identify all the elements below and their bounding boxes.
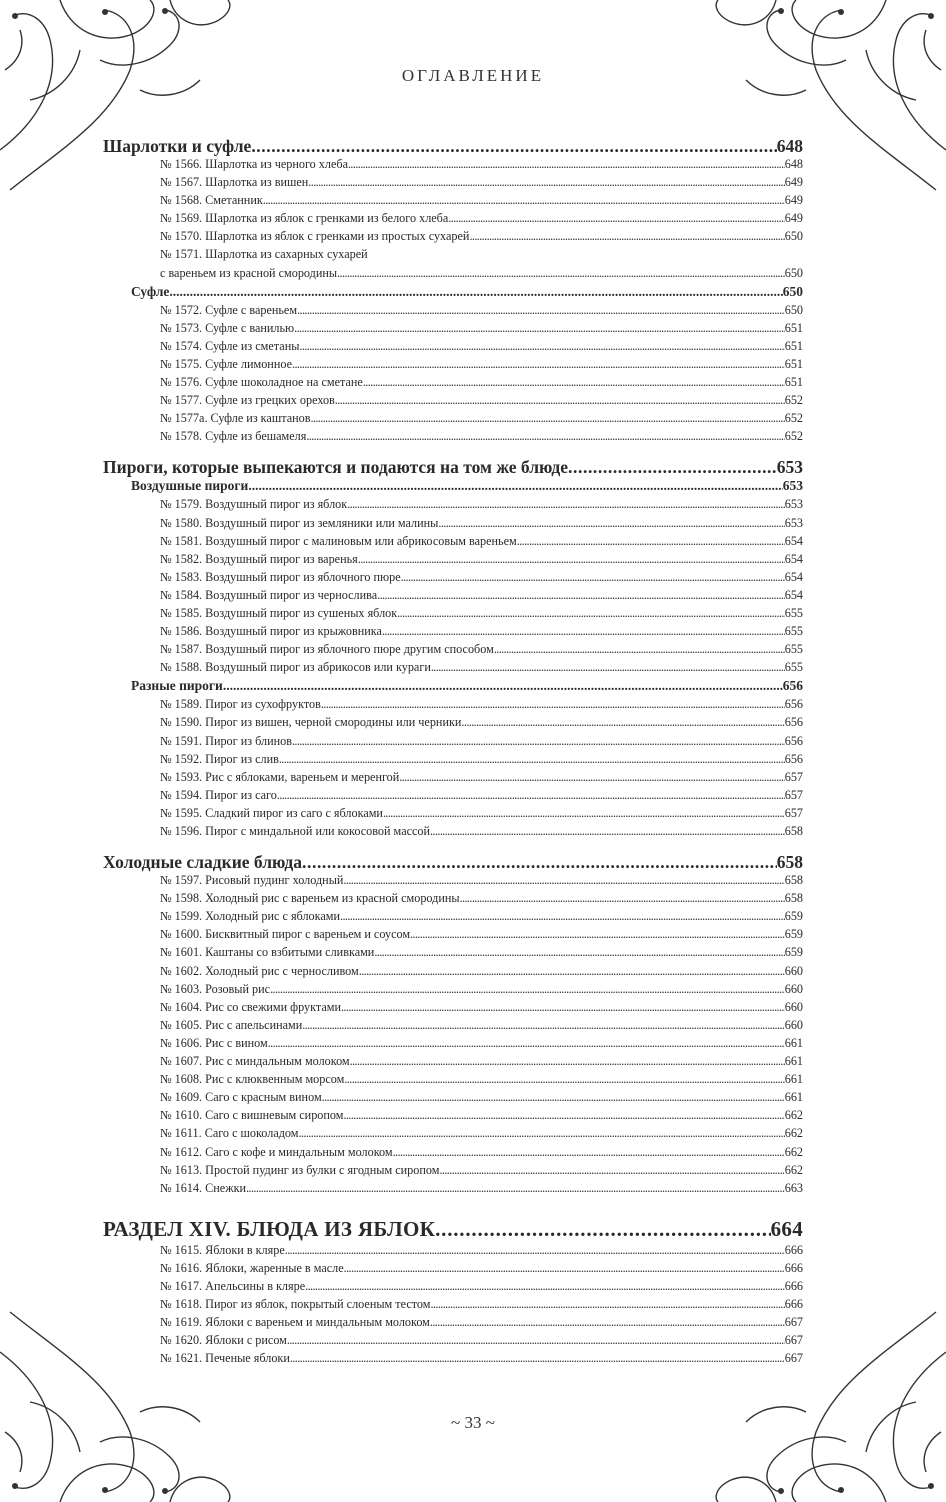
toc-section[interactable] <box>103 457 803 478</box>
toc-item[interactable] <box>103 393 803 411</box>
toc-entry-title: № 1600. Бисквитный пирог с вареньем и соусом <box>160 927 411 942</box>
toc-page-number: 648 <box>784 157 803 171</box>
toc-entry-title: № 1607. Рис с миндальным молоком <box>160 1054 350 1069</box>
toc-item[interactable] <box>103 734 803 752</box>
toc-gap <box>103 1199 803 1217</box>
toc-page-number: 661 <box>784 1054 803 1069</box>
toc-entry-title: № 1591. Пирог из блинов <box>160 733 292 748</box>
toc-entry-title: № 1577. Суфле из грецких орехов <box>160 393 335 408</box>
dot-leader <box>358 552 785 567</box>
toc-entry-title: № 1599. Холодный рис с яблоками <box>160 909 341 924</box>
toc-entry-title: № 1620. Яблоки с рисом <box>160 1333 287 1348</box>
toc-page-number: 659 <box>784 909 803 924</box>
toc-page-number: 658 <box>784 873 803 888</box>
toc-page-number: 658 <box>784 824 803 838</box>
dot-leader <box>431 660 785 675</box>
toc-subsection[interactable] <box>103 478 803 497</box>
toc-entry-title: № 1619. Яблоки с вареньем и миндальным молоком <box>160 1315 430 1330</box>
toc-page-number: 667 <box>784 1333 803 1348</box>
toc-page-number: 659 <box>784 945 803 960</box>
toc-page-number: 666 <box>784 1278 803 1293</box>
dot-leader <box>448 211 784 226</box>
toc-entry-title: № 1595. Сладкий пирог из саго с яблоками <box>160 805 383 820</box>
toc-entry-title: № 1574. Суфле из сметаны <box>160 338 300 353</box>
toc-page-number: 655 <box>784 624 803 639</box>
toc-page-number: 663 <box>784 1180 803 1195</box>
toc-page-number: 656 <box>782 678 803 694</box>
dot-leader <box>279 752 785 767</box>
toc-page-number: 653 <box>784 497 803 512</box>
dot-leader <box>322 1090 785 1105</box>
dot-leader <box>299 1126 785 1141</box>
dot-leader <box>292 357 785 372</box>
dot-leader <box>374 945 784 960</box>
table-of-contents <box>103 136 803 1369</box>
toc-item[interactable] <box>103 516 803 534</box>
toc-page-number: 648 <box>776 136 803 156</box>
toc-item[interactable] <box>103 193 803 211</box>
toc-entry-title: Суфле <box>131 283 170 299</box>
toc-page-number: 666 <box>784 1297 803 1312</box>
dot-leader <box>321 697 785 712</box>
toc-entry-title: № 1594. Пирог из саго <box>160 787 277 802</box>
toc-page-number: 662 <box>784 1162 803 1177</box>
toc-item[interactable] <box>103 1145 803 1163</box>
dot-leader <box>290 1351 785 1366</box>
dot-leader <box>292 734 785 749</box>
toc-page-number: 666 <box>784 1242 803 1257</box>
toc-page-number: 649 <box>784 211 803 226</box>
toc-item[interactable] <box>103 1163 803 1181</box>
toc-page-number: 656 <box>784 697 803 712</box>
toc-page-number: 656 <box>784 715 803 730</box>
dot-leader <box>410 927 785 942</box>
toc-item[interactable] <box>103 1297 803 1315</box>
toc-item[interactable] <box>103 552 803 570</box>
toc-item[interactable] <box>103 1333 803 1351</box>
toc-page-number: 652 <box>784 429 803 444</box>
toc-page-number: 655 <box>784 660 803 675</box>
toc-page-number: 651 <box>784 320 803 335</box>
toc-item[interactable] <box>103 229 803 247</box>
toc-page-number: 658 <box>784 891 803 906</box>
dot-leader <box>430 1297 784 1312</box>
toc-page-number: 651 <box>784 375 803 390</box>
toc-entry-title: № 1582. Воздушный пирог из варенья <box>160 551 358 566</box>
toc-page-number: 651 <box>784 338 803 353</box>
dot-leader <box>439 1163 784 1178</box>
toc-item[interactable] <box>103 157 803 175</box>
dot-leader <box>223 678 783 694</box>
toc-entry-title: № 1605. Рис с апельсинами <box>160 1017 303 1032</box>
toc-item[interactable] <box>103 339 803 357</box>
dot-leader <box>401 570 785 585</box>
toc-item[interactable] <box>103 1018 803 1036</box>
toc-entry-title: № 1590. Пирог из вишен, черной смородины или черники <box>160 715 462 730</box>
toc-entry-title: № 1575. Суфле лимонное <box>160 356 292 371</box>
toc-page-number: 661 <box>784 1035 803 1050</box>
toc-entry-title: с вареньем из красной смородины <box>160 265 338 280</box>
toc-entry-title: № 1586. Воздушный пирог из крыжовника <box>160 624 382 639</box>
dot-leader <box>302 852 777 873</box>
dot-leader <box>517 534 785 549</box>
toc-page-number: 661 <box>784 1072 803 1087</box>
dot-leader <box>430 1315 785 1330</box>
dot-leader <box>344 1072 784 1087</box>
toc-subsection[interactable] <box>103 678 803 697</box>
toc-item[interactable] <box>103 1126 803 1144</box>
toc-entry-title: № 1570. Шарлотка из яблок с гренками из простых сухарей <box>160 229 470 244</box>
toc-item[interactable] <box>103 770 803 788</box>
toc-entry-title: Шарлотки и суфле <box>103 136 252 156</box>
toc-entry-title: № 1573. Суфле с ванилью <box>160 320 295 335</box>
toc-item[interactable] <box>103 1315 803 1333</box>
toc-item[interactable] <box>103 982 803 1000</box>
dot-leader <box>461 715 784 730</box>
toc-entry-title: № 1609. Саго с красным вином <box>160 1090 322 1105</box>
dot-leader <box>469 229 784 244</box>
toc-page-number: 651 <box>784 356 803 371</box>
toc-entry-title: № 1571. Шарлотка из сахарных сухарей <box>160 247 368 262</box>
toc-entry-title: № 1569. Шарлотка из яблок с гренками из белого хлеба <box>160 211 449 226</box>
toc-page-number: 653 <box>782 478 803 494</box>
dot-leader <box>251 136 776 157</box>
toc-entry-title: № 1601. Каштаны со взбитыми сливками <box>160 945 375 960</box>
toc-item[interactable] <box>103 429 803 447</box>
toc-entry-title: Холодные сладкие блюда <box>103 852 303 873</box>
toc-entry-title: Пироги, которые выпекаются и подаются на том же блюде <box>103 457 569 478</box>
toc-entry-title: № 1616. Яблоки, жаренные в масле <box>160 1260 344 1275</box>
toc-entry-title: № 1566. Шарлотка из черного хлеба <box>160 157 348 171</box>
toc-page-number: 657 <box>784 769 803 784</box>
toc-item[interactable] <box>103 945 803 963</box>
dot-leader <box>302 1018 784 1033</box>
toc-entry-title: № 1618. Пирог из яблок, покрытый слоеным тестом <box>160 1297 431 1312</box>
toc-page-number: 654 <box>784 569 803 584</box>
toc-page-number: 654 <box>784 533 803 548</box>
dot-leader <box>348 157 785 172</box>
dot-leader <box>397 606 785 621</box>
toc-item[interactable] <box>103 873 803 891</box>
toc-item[interactable] <box>103 1181 803 1199</box>
toc-item[interactable] <box>103 909 803 927</box>
toc-entry-title: № 1578. Суфле из бешамеля <box>160 429 307 444</box>
toc-item[interactable] <box>103 175 803 193</box>
toc-entry-title: № 1568. Сметанник <box>160 193 263 208</box>
toc-page-number: 659 <box>784 927 803 942</box>
toc-item[interactable] <box>103 411 803 429</box>
toc-entry-title: № 1585. Воздушный пирог из сушеных яблок <box>160 605 398 620</box>
toc-page-number: 654 <box>784 551 803 566</box>
dot-leader <box>308 175 784 190</box>
toc-page-number: 667 <box>784 1351 803 1366</box>
toc-page-number: 649 <box>784 193 803 208</box>
toc-entry-title: № 1613. Простой пудинг из булки с ягодным сиропом <box>160 1162 440 1177</box>
toc-item[interactable] <box>103 1279 803 1297</box>
toc-entry-title: № 1598. Холодный рис с вареньем из красной смородины <box>160 891 460 906</box>
toc-entry-title: № 1608. Рис с клюквенным морсом <box>160 1072 345 1087</box>
dot-leader <box>344 1261 785 1276</box>
toc-entry-title: № 1603. Розовый рис <box>160 981 271 996</box>
toc-item[interactable] <box>103 642 803 660</box>
toc-page-number: 657 <box>784 787 803 802</box>
toc-item[interactable] <box>103 534 803 552</box>
toc-section[interactable] <box>103 136 803 157</box>
toc-page-number: 656 <box>784 751 803 766</box>
toc-page-number: 652 <box>784 393 803 408</box>
toc-gap <box>103 447 803 457</box>
dot-leader <box>393 1145 785 1160</box>
toc-item[interactable] <box>103 1072 803 1090</box>
toc-entry-title: № 1584. Воздушный пирог из чернослива <box>160 587 378 602</box>
toc-item[interactable] <box>103 247 803 265</box>
toc-item[interactable] <box>103 806 803 824</box>
toc-page-number: 655 <box>784 605 803 620</box>
toc-item[interactable] <box>103 497 803 515</box>
dot-leader <box>305 1279 785 1294</box>
toc-page-number: 650 <box>784 265 803 280</box>
dot-leader <box>363 375 785 390</box>
toc-page-number: 662 <box>784 1126 803 1141</box>
toc-entry-title: № 1596. Пирог с миндальной или кокосовой массой <box>160 824 431 838</box>
toc-entry-title: № 1610. Саго с вишневым сиропом <box>160 1108 344 1123</box>
toc-page-number: 664 <box>770 1216 803 1241</box>
dot-leader <box>344 1108 785 1123</box>
toc-entry-title: № 1606. Рис с вином <box>160 1035 268 1050</box>
toc-item[interactable] <box>103 266 803 284</box>
toc-page-number: 650 <box>782 283 803 299</box>
dot-leader <box>341 1000 785 1015</box>
toc-page-number: 655 <box>784 642 803 657</box>
toc-item[interactable] <box>103 715 803 733</box>
dot-leader <box>297 303 785 318</box>
toc-item[interactable] <box>103 891 803 909</box>
toc-entry-title: РАЗДЕЛ XIV. БЛЮДА ИЗ ЯБЛОК <box>103 1216 436 1241</box>
toc-entry-title: № 1572. Суфле с вареньем <box>160 302 298 317</box>
toc-entry-title: № 1597. Рисовый пудинг холодный <box>160 873 344 888</box>
dot-leader <box>310 411 784 426</box>
dot-leader <box>359 964 785 979</box>
toc-item[interactable] <box>103 375 803 393</box>
toc-page-number: 650 <box>784 302 803 317</box>
toc-page-number: 660 <box>784 963 803 978</box>
dot-leader <box>268 1036 785 1051</box>
dot-leader <box>287 1333 785 1348</box>
dot-leader <box>299 339 784 354</box>
toc-page-number: 649 <box>784 175 803 190</box>
dot-leader <box>294 321 785 336</box>
toc-page-number: 660 <box>784 999 803 1014</box>
toc-item[interactable] <box>103 1261 803 1279</box>
toc-item[interactable] <box>103 624 803 642</box>
toc-entry-title: № 1589. Пирог из сухофруктов <box>160 697 321 712</box>
toc-page-number: 660 <box>784 981 803 996</box>
toc-item[interactable] <box>103 1000 803 1018</box>
toc-item[interactable] <box>103 321 803 339</box>
dot-leader <box>494 642 785 657</box>
toc-item[interactable] <box>103 1108 803 1126</box>
dot-leader <box>263 193 785 208</box>
dot-leader <box>277 788 785 803</box>
toc-page-number: 656 <box>784 733 803 748</box>
toc-item[interactable] <box>103 697 803 715</box>
toc-entry-title: № 1583. Воздушный пирог из яблочного пюре <box>160 569 401 584</box>
toc-entry-title: № 1567. Шарлотка из вишен <box>160 175 309 190</box>
dot-leader <box>460 891 785 906</box>
toc-page-number: 654 <box>784 587 803 602</box>
dot-leader <box>350 1054 785 1069</box>
toc-entry-title: Разные пироги <box>131 678 223 694</box>
toc-entry-title: № 1612. Саго с кофе и миндальным молоком <box>160 1144 393 1159</box>
toc-page-number: 652 <box>784 411 803 426</box>
toc-item[interactable] <box>103 588 803 606</box>
dot-leader <box>169 284 782 300</box>
toc-entry-title: № 1577а. Суфле из каштанов <box>160 411 311 426</box>
toc-entry-title: № 1579. Воздушный пирог из яблок <box>160 497 348 512</box>
dot-leader <box>347 497 785 512</box>
dot-leader <box>377 588 785 603</box>
toc-entry-title: № 1588. Воздушный пирог из абрикосов или кураги <box>160 660 431 675</box>
toc-entry-title: № 1617. Апельсины в кляре <box>160 1278 306 1293</box>
toc-item[interactable] <box>103 1090 803 1108</box>
toc-page-number: 662 <box>784 1108 803 1123</box>
toc-page-number: 653 <box>776 457 803 478</box>
toc-entry-title: № 1611. Саго с шоколадом <box>160 1126 299 1141</box>
toc-entry-title: № 1587. Воздушный пирог из яблочного пюре другим способом <box>160 642 494 657</box>
toc-entry-title: № 1576. Суфле шоколадное на сметане <box>160 375 363 390</box>
toc-item[interactable] <box>103 1054 803 1072</box>
toc-entry-title: № 1614. Снежки <box>160 1180 247 1195</box>
dot-leader <box>335 393 785 408</box>
toc-item[interactable] <box>103 1036 803 1054</box>
toc-item[interactable] <box>103 606 803 624</box>
toc-page-number: 660 <box>784 1017 803 1032</box>
toc-item[interactable] <box>103 660 803 678</box>
toc-entry-title: № 1593. Рис с яблоками, вареньем и меренгой <box>160 769 400 784</box>
toc-item[interactable] <box>103 927 803 945</box>
dot-leader <box>270 982 785 997</box>
toc-item[interactable] <box>103 752 803 770</box>
toc-page-number: 658 <box>776 852 803 873</box>
dot-leader <box>383 806 785 821</box>
dot-leader <box>430 824 785 839</box>
toc-page-number: 653 <box>784 515 803 530</box>
toc-item[interactable] <box>103 211 803 229</box>
dot-leader <box>382 624 785 639</box>
dot-leader <box>568 457 777 478</box>
dot-leader <box>435 1217 770 1242</box>
toc-part[interactable] <box>103 1217 803 1243</box>
toc-item[interactable] <box>103 303 803 321</box>
toc-entry-title: № 1581. Воздушный пирог с малиновым или абрикосовым вареньем <box>160 533 517 548</box>
dot-leader <box>340 909 785 924</box>
toc-item[interactable] <box>103 824 803 842</box>
toc-page-number: 662 <box>784 1144 803 1159</box>
toc-subsection[interactable] <box>103 284 803 303</box>
toc-page-number: 657 <box>784 805 803 820</box>
toc-entry-title: № 1615. Яблоки в кляре <box>160 1242 285 1257</box>
dot-leader <box>399 770 784 785</box>
dot-leader <box>337 266 785 281</box>
toc-item[interactable] <box>103 570 803 588</box>
dot-leader <box>285 1243 785 1258</box>
toc-item[interactable] <box>103 357 803 375</box>
toc-item[interactable] <box>103 1243 803 1261</box>
toc-entry-title: № 1592. Пирог из слив <box>160 751 279 766</box>
toc-entry-title: № 1604. Рис со свежими фруктами <box>160 999 341 1014</box>
toc-entry-title: Воздушные пироги <box>131 478 249 494</box>
toc-item[interactable] <box>103 1351 803 1369</box>
page-header: ОГЛАВЛЕНИЕ <box>401 66 545 85</box>
toc-page-number: 661 <box>784 1090 803 1105</box>
toc-item[interactable] <box>103 964 803 982</box>
toc-item[interactable] <box>103 788 803 806</box>
toc-page-number: 666 <box>784 1260 803 1275</box>
toc-entry-title: № 1621. Печеные яблоки <box>160 1351 290 1366</box>
toc-entry-title: № 1602. Холодный рис с черносливом <box>160 963 359 978</box>
dot-leader <box>306 429 784 444</box>
dot-leader <box>343 873 784 888</box>
toc-gap <box>103 842 803 852</box>
toc-section[interactable] <box>103 852 803 873</box>
dot-leader <box>438 516 784 531</box>
page-number: ~ 33 ~ <box>451 1413 495 1432</box>
dot-leader <box>248 478 782 494</box>
toc-entry-title: № 1580. Воздушный пирог из земляники или малины <box>160 515 439 530</box>
dot-leader <box>246 1181 785 1196</box>
toc-page-number: 650 <box>784 229 803 244</box>
toc-page-number: 667 <box>784 1315 803 1330</box>
